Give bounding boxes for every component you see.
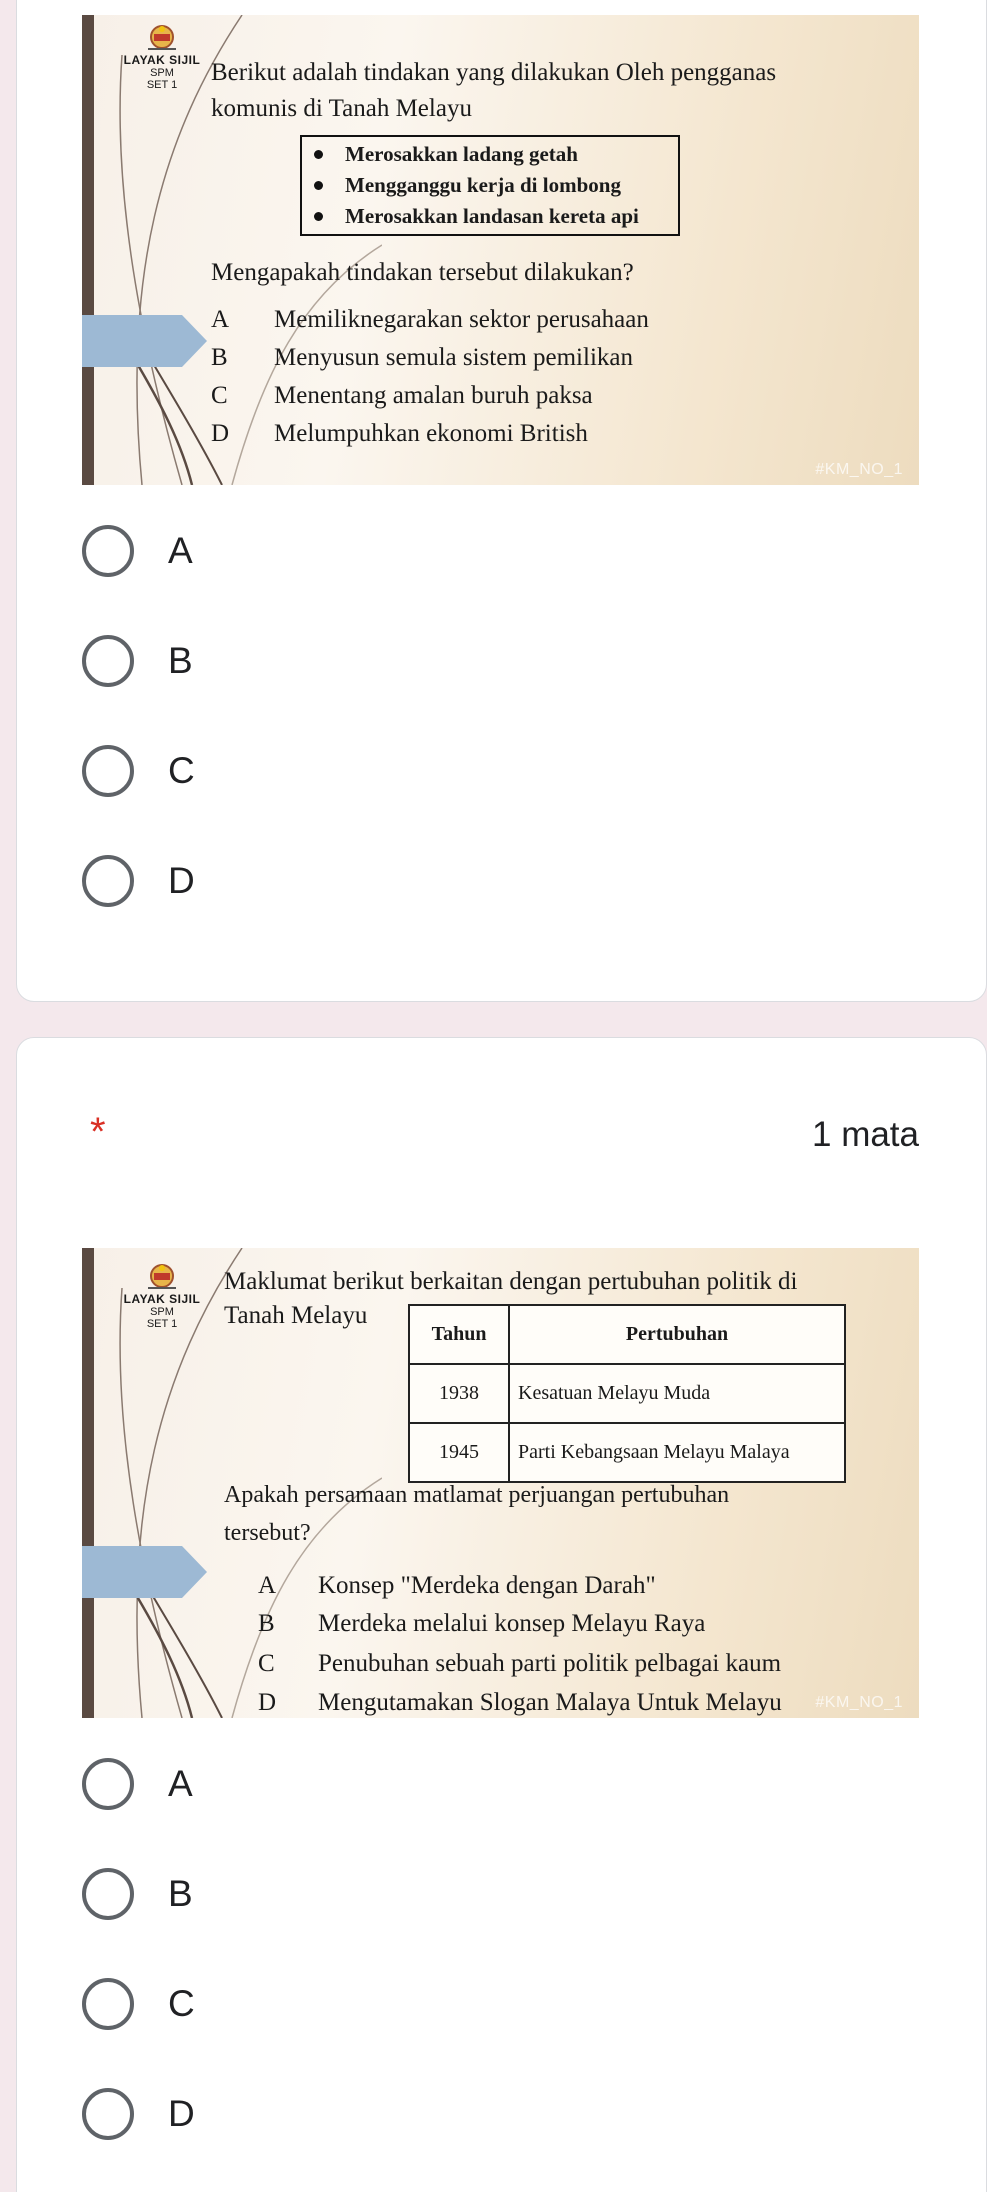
- question-stem-line-1: Maklumat berikut berkaitan dengan pertubuhan politik di: [224, 1268, 798, 1295]
- q2-choice-d[interactable]: [82, 2086, 195, 2142]
- question-stem-line-2: komunis di Tanah Melayu: [211, 95, 472, 122]
- crest-icon: [145, 23, 179, 51]
- choice-label: A: [168, 530, 193, 571]
- slide-arrow-tab: [82, 1546, 207, 1598]
- q2-choice-a[interactable]: [82, 1756, 193, 1812]
- radio-button[interactable]: [82, 525, 134, 577]
- table-cell: 1945: [409, 1423, 509, 1482]
- question-stem-line-1: Berikut adalah tindakan yang dilakukan Oleh pengganas: [211, 59, 777, 86]
- choice-label: C: [168, 1983, 195, 2024]
- table-header-cell: Pertubuhan: [509, 1305, 845, 1364]
- question-prompt-line-1: Apakah persamaan matlamat perjuangan pertubuhan: [224, 1482, 730, 1508]
- question-prompt: Mengapakah tindakan tersebut dilakukan?: [211, 259, 634, 286]
- radio-button[interactable]: [82, 1978, 134, 2030]
- layak-sijil-logo: LAYAK SIJIL SPM SET 1: [112, 23, 212, 91]
- slide-option-d: D Mengutamakan Slogan Malaya Untuk Melayu: [258, 1689, 782, 1716]
- question-prompt-line-2: tersebut?: [224, 1520, 311, 1546]
- watermark-text: #KM_NO_1: [815, 1694, 903, 1711]
- choice-label: B: [168, 640, 193, 681]
- bullet-list-box: [300, 135, 680, 236]
- bullet-item: Merosakkan ladang getah: [314, 139, 666, 170]
- points-label: 1 mata: [812, 1115, 919, 1154]
- bullet-item: Merosakkan landasan kereta api: [314, 201, 666, 232]
- radio-button[interactable]: [82, 1758, 134, 1810]
- table-header-row: [409, 1305, 845, 1364]
- q1-choice-d[interactable]: [82, 853, 195, 909]
- slide-option-b: B Merdeka melalui konsep Melayu Raya: [258, 1610, 706, 1637]
- slide-option-d: D Melumpuhkan ekonomi British: [211, 420, 588, 447]
- required-asterisk: *: [90, 1110, 106, 1154]
- choice-label: D: [168, 860, 195, 901]
- q1-choice-c[interactable]: [82, 743, 195, 799]
- choice-label: A: [168, 1763, 193, 1804]
- q2-choice-b[interactable]: [82, 1866, 193, 1922]
- radio-button[interactable]: [82, 2088, 134, 2140]
- radio-button[interactable]: [82, 745, 134, 797]
- radio-button[interactable]: [82, 855, 134, 907]
- choice-label: C: [168, 750, 195, 791]
- watermark-text: #KM_NO_1: [815, 461, 903, 478]
- q1-choice-b[interactable]: [82, 633, 193, 689]
- q2-choice-c[interactable]: [82, 1976, 195, 2032]
- choice-label: D: [168, 2093, 195, 2134]
- table-row: [409, 1364, 845, 1423]
- table-cell: 1938: [409, 1364, 509, 1423]
- layak-sijil-logo: LAYAK SIJIL SPM SET 1: [112, 1262, 212, 1330]
- question-image-1: [82, 15, 919, 485]
- crest-icon: [145, 1262, 179, 1290]
- question-stem-line-2: Tanah Melayu: [224, 1302, 368, 1329]
- table-cell: Kesatuan Melayu Muda: [509, 1364, 845, 1423]
- slide-option-a: A Memiliknegarakan sektor perusahaan: [211, 306, 649, 333]
- slide-arrow-tab: [82, 315, 207, 367]
- radio-button[interactable]: [82, 1868, 134, 1920]
- slide-option-c: C Penubuhan sebuah parti politik pelbagai kaum: [258, 1650, 782, 1677]
- choice-label: B: [168, 1873, 193, 1914]
- radio-button[interactable]: [82, 635, 134, 687]
- table-cell: Parti Kebangsaan Melayu Malaya: [509, 1423, 845, 1482]
- slide-option-a: A Konsep "Merdeka dengan Darah": [258, 1572, 656, 1599]
- table-row: [409, 1423, 845, 1482]
- q1-choice-a[interactable]: [82, 523, 193, 579]
- question-image-2: [82, 1248, 919, 1718]
- organisation-table: [408, 1304, 846, 1483]
- table-header-cell: Tahun: [409, 1305, 509, 1364]
- bullet-item: Mengganggu kerja di lombong: [314, 170, 666, 201]
- slide-option-b: B Menyusun semula sistem pemilikan: [211, 344, 633, 371]
- slide-option-c: C Menentang amalan buruh paksa: [211, 382, 593, 409]
